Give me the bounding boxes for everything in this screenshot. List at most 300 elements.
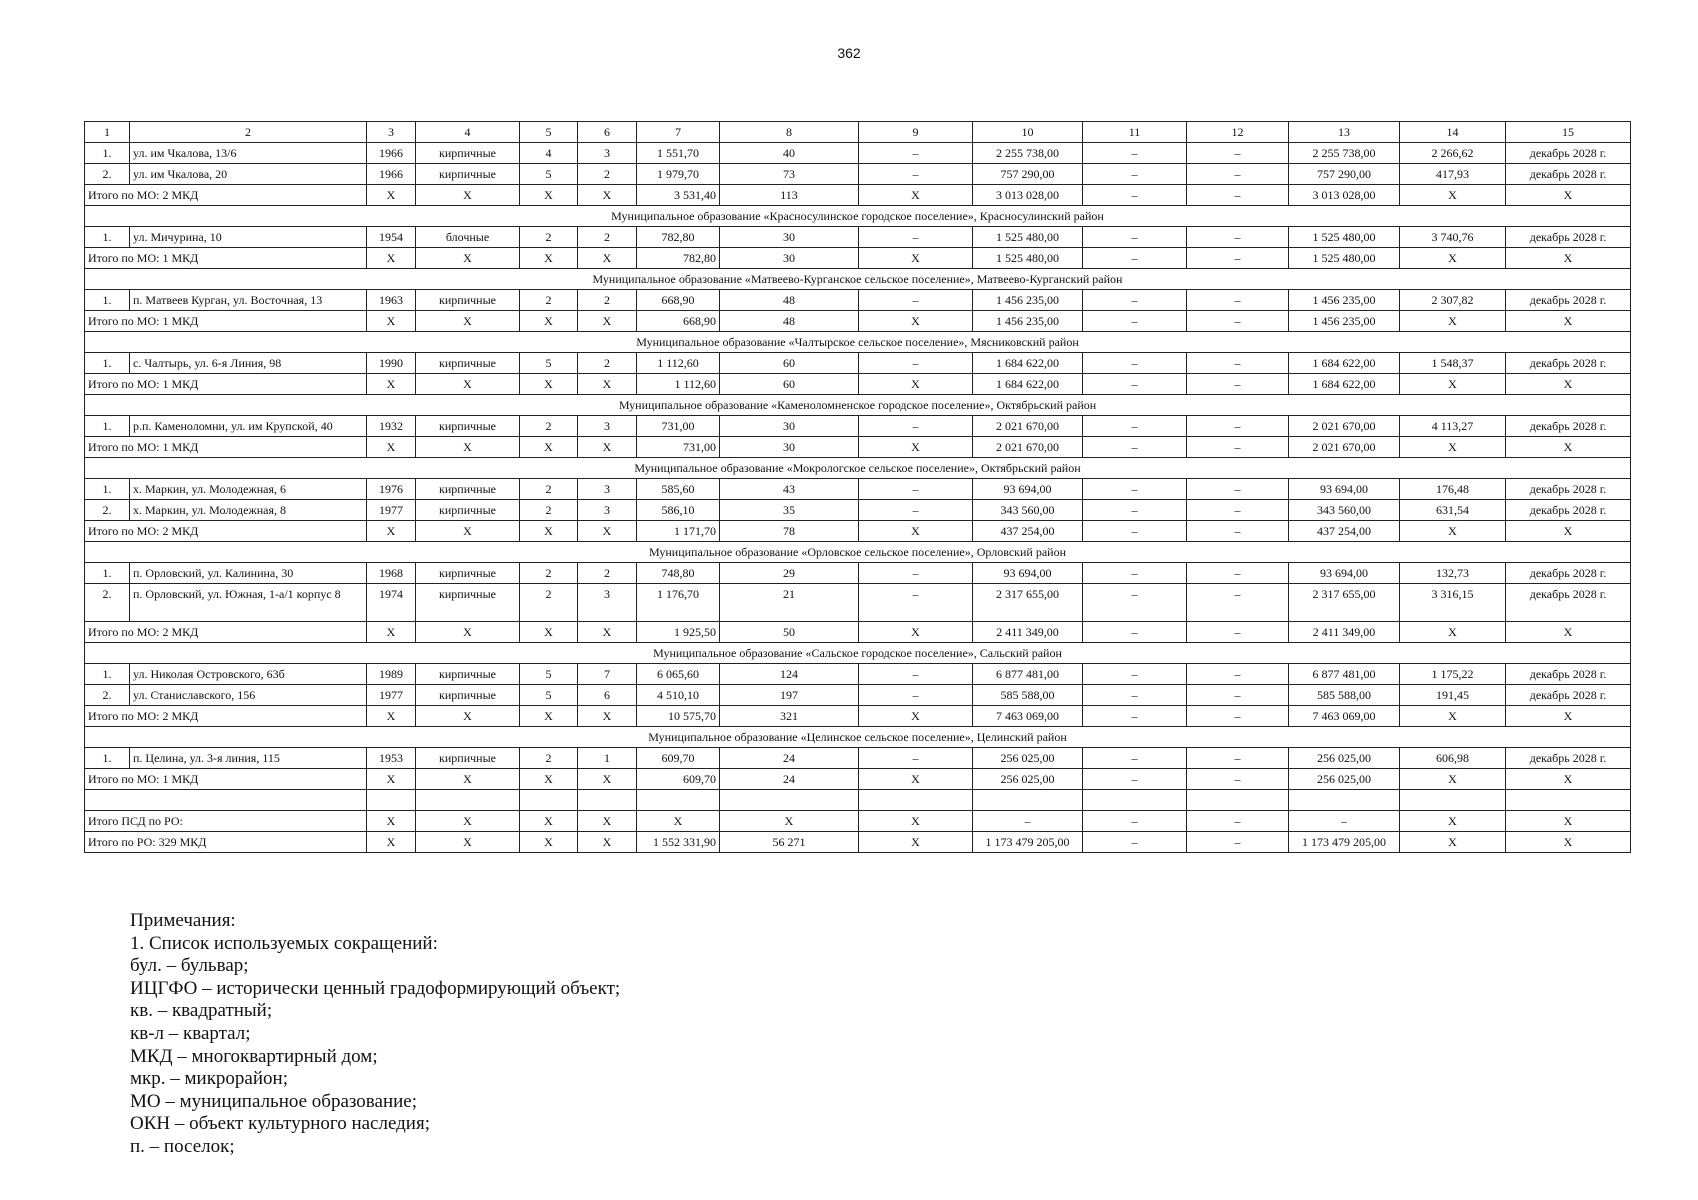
table-cell: – bbox=[1083, 479, 1187, 500]
total-cell: – bbox=[1187, 706, 1289, 727]
table-cell: 1. bbox=[85, 416, 130, 437]
column-header: 10 bbox=[973, 122, 1083, 143]
table-cell: 1 456 235,00 bbox=[1289, 290, 1400, 311]
table-cell: 35 bbox=[720, 500, 859, 521]
total-cell: 668,90 bbox=[637, 311, 720, 332]
total-cell: X bbox=[578, 521, 637, 542]
address-cell: с. Чалтырь, ул. 6-я Линия, 98 bbox=[130, 353, 367, 374]
table-cell: 1. bbox=[85, 227, 130, 248]
total-cell: 1 525 480,00 bbox=[973, 248, 1083, 269]
table-row bbox=[85, 748, 1631, 769]
table-cell: 2. bbox=[85, 500, 130, 521]
table-cell: – bbox=[1187, 584, 1289, 622]
table-cell: декабрь 2028 г. bbox=[1506, 500, 1631, 521]
column-header: 7 bbox=[637, 122, 720, 143]
total-cell: X bbox=[416, 185, 520, 206]
table-cell: декабрь 2028 г. bbox=[1506, 479, 1631, 500]
table-cell: 3 bbox=[578, 416, 637, 437]
table-cell: 132,73 bbox=[1400, 563, 1506, 584]
total-cell: X bbox=[416, 311, 520, 332]
address-cell: ул. им Чкалова, 13/6 bbox=[130, 143, 367, 164]
table-cell: 1977 bbox=[367, 500, 416, 521]
table-cell: 191,45 bbox=[1400, 685, 1506, 706]
total-cell: X bbox=[1400, 622, 1506, 643]
total-cell: X bbox=[520, 769, 578, 790]
table-cell: 6 877 481,00 bbox=[973, 664, 1083, 685]
column-header: 1 bbox=[85, 122, 130, 143]
table-cell: кирпичные bbox=[416, 500, 520, 521]
note-line: кв-л – квартал; bbox=[130, 1022, 251, 1044]
table-cell: 631,54 bbox=[1400, 500, 1506, 521]
total-row bbox=[85, 521, 1631, 542]
total-cell: X bbox=[367, 185, 416, 206]
empty-cell bbox=[578, 790, 637, 811]
total-cell: X bbox=[1400, 521, 1506, 542]
total-cell: X bbox=[416, 521, 520, 542]
table-cell: 668,90 bbox=[637, 290, 720, 311]
municipality-section-row bbox=[85, 542, 1631, 563]
table-cell: 2 266,62 bbox=[1400, 143, 1506, 164]
municipality-heading: Муниципальное образование «Орловское сельское поселение», Орловский район bbox=[85, 542, 1631, 563]
table-cell: – bbox=[1187, 500, 1289, 521]
total-cell: X bbox=[520, 437, 578, 458]
total-cell: X bbox=[1506, 374, 1631, 395]
total-row bbox=[85, 185, 1631, 206]
table-cell: 2 255 738,00 bbox=[1289, 143, 1400, 164]
table-cell: кирпичные bbox=[416, 290, 520, 311]
table-cell: – bbox=[1083, 563, 1187, 584]
table-cell: – bbox=[1187, 563, 1289, 584]
total-row bbox=[85, 832, 1631, 853]
total-cell: X bbox=[520, 248, 578, 269]
table-cell: 4 113,27 bbox=[1400, 416, 1506, 437]
total-cell: 1 684 622,00 bbox=[1289, 374, 1400, 395]
table-cell: 24 bbox=[720, 748, 859, 769]
total-cell: X bbox=[416, 622, 520, 643]
total-cell: X bbox=[367, 706, 416, 727]
table-row bbox=[85, 227, 1631, 248]
table-cell: 1 bbox=[578, 748, 637, 769]
empty-cell bbox=[416, 790, 520, 811]
table-cell: 1990 bbox=[367, 353, 416, 374]
table-cell: – bbox=[1187, 416, 1289, 437]
total-label: Итого по МО: 2 МКД bbox=[85, 706, 367, 727]
table-cell: – bbox=[859, 290, 973, 311]
total-cell: X bbox=[578, 185, 637, 206]
table-cell: 30 bbox=[720, 227, 859, 248]
table-cell: 748,80 bbox=[637, 563, 720, 584]
total-cell: – bbox=[1187, 832, 1289, 853]
table-cell: 1989 bbox=[367, 664, 416, 685]
table-cell: – bbox=[859, 164, 973, 185]
address-cell: р.п. Каменоломни, ул. им Крупской, 40 bbox=[130, 416, 367, 437]
total-cell: X bbox=[1506, 769, 1631, 790]
column-header: 11 bbox=[1083, 122, 1187, 143]
table-cell: 1 176,70 bbox=[637, 584, 720, 622]
table-cell: 1. bbox=[85, 748, 130, 769]
total-cell: X bbox=[1400, 811, 1506, 832]
total-cell: – bbox=[1083, 185, 1187, 206]
table-cell: 6 bbox=[578, 685, 637, 706]
table-cell: декабрь 2028 г. bbox=[1506, 748, 1631, 769]
table-cell: – bbox=[1187, 685, 1289, 706]
total-label: Итого по МО: 1 МКД bbox=[85, 374, 367, 395]
total-cell: X bbox=[520, 622, 578, 643]
total-cell: 78 bbox=[720, 521, 859, 542]
table-cell: кирпичные bbox=[416, 563, 520, 584]
table-cell: 1966 bbox=[367, 164, 416, 185]
table-row bbox=[85, 563, 1631, 584]
table-cell: кирпичные bbox=[416, 748, 520, 769]
table-cell: 2 021 670,00 bbox=[1289, 416, 1400, 437]
column-header: 15 bbox=[1506, 122, 1631, 143]
table-cell: 1963 bbox=[367, 290, 416, 311]
total-cell: 48 bbox=[720, 311, 859, 332]
total-cell: X bbox=[416, 437, 520, 458]
empty-cell bbox=[1400, 790, 1506, 811]
total-cell: – bbox=[1083, 769, 1187, 790]
total-cell: – bbox=[1083, 374, 1187, 395]
table-cell: 2. bbox=[85, 584, 130, 622]
total-cell: 1 171,70 bbox=[637, 521, 720, 542]
table-cell: – bbox=[859, 353, 973, 374]
table-cell: 1 551,70 bbox=[637, 143, 720, 164]
total-cell: X bbox=[416, 769, 520, 790]
table-cell: 2 bbox=[520, 500, 578, 521]
table-cell: 1974 bbox=[367, 584, 416, 622]
total-cell: X bbox=[578, 832, 637, 853]
table-cell: 6 877 481,00 bbox=[1289, 664, 1400, 685]
total-label: Итого по МО: 2 МКД bbox=[85, 622, 367, 643]
municipality-heading: Муниципальное образование «Мокрологское сельское поселение», Октябрьский район bbox=[85, 458, 1631, 479]
table-cell: 2 bbox=[578, 563, 637, 584]
total-cell: X bbox=[416, 832, 520, 853]
empty-cell bbox=[637, 790, 720, 811]
municipality-section-row bbox=[85, 458, 1631, 479]
column-header: 5 bbox=[520, 122, 578, 143]
table-cell: – bbox=[1083, 500, 1187, 521]
total-cell: X bbox=[520, 521, 578, 542]
total-cell: X bbox=[859, 769, 973, 790]
table-cell: 1968 bbox=[367, 563, 416, 584]
total-cell: X bbox=[578, 437, 637, 458]
column-header: 4 bbox=[416, 122, 520, 143]
total-cell: 2 021 670,00 bbox=[1289, 437, 1400, 458]
total-cell: X bbox=[1506, 706, 1631, 727]
total-cell: 3 013 028,00 bbox=[1289, 185, 1400, 206]
total-cell: – bbox=[1083, 622, 1187, 643]
total-cell: – bbox=[1083, 437, 1187, 458]
empty-cell bbox=[1506, 790, 1631, 811]
municipality-section-row bbox=[85, 643, 1631, 664]
total-cell: X bbox=[1506, 311, 1631, 332]
table-cell: 1932 bbox=[367, 416, 416, 437]
total-cell: 1 684 622,00 bbox=[973, 374, 1083, 395]
table-cell: – bbox=[1083, 748, 1187, 769]
total-cell: X bbox=[1400, 706, 1506, 727]
total-cell: 1 112,60 bbox=[637, 374, 720, 395]
table-cell: 1 548,37 bbox=[1400, 353, 1506, 374]
table-cell: – bbox=[1083, 416, 1187, 437]
table-cell: – bbox=[1083, 164, 1187, 185]
table-cell: 2 bbox=[520, 563, 578, 584]
table-cell: 256 025,00 bbox=[1289, 748, 1400, 769]
total-cell: 30 bbox=[720, 437, 859, 458]
total-cell: – bbox=[1187, 769, 1289, 790]
table-cell: – bbox=[859, 479, 973, 500]
table-cell: 3 bbox=[578, 584, 637, 622]
empty-cell bbox=[1083, 790, 1187, 811]
total-cell: – bbox=[1083, 832, 1187, 853]
table-cell: 256 025,00 bbox=[973, 748, 1083, 769]
address-cell: х. Маркин, ул. Молодежная, 8 bbox=[130, 500, 367, 521]
column-number-row bbox=[85, 122, 1631, 143]
municipality-section-row bbox=[85, 332, 1631, 353]
total-cell: X bbox=[859, 311, 973, 332]
table-cell: 343 560,00 bbox=[973, 500, 1083, 521]
total-cell: – bbox=[1187, 811, 1289, 832]
municipality-heading: Муниципальное образование «Матвеево-Курганское сельское поселение», Матвеево-Курганский район bbox=[85, 269, 1631, 290]
note-line: п. – поселок; bbox=[130, 1135, 235, 1157]
note-line: ОКН – объект культурного наследия; bbox=[130, 1113, 430, 1135]
total-cell: X bbox=[859, 248, 973, 269]
table-cell: 2 bbox=[578, 227, 637, 248]
table-cell: кирпичные bbox=[416, 143, 520, 164]
column-header: 14 bbox=[1400, 122, 1506, 143]
table-cell: 731,00 bbox=[637, 416, 720, 437]
table-cell: 73 bbox=[720, 164, 859, 185]
total-row bbox=[85, 811, 1631, 832]
total-cell: 60 bbox=[720, 374, 859, 395]
table-cell: декабрь 2028 г. bbox=[1506, 664, 1631, 685]
municipality-heading: Муниципальное образование «Каменоломненское городское поселение», Октябрьский район bbox=[85, 395, 1631, 416]
table-cell: – bbox=[1187, 227, 1289, 248]
table-cell: декабрь 2028 г. bbox=[1506, 290, 1631, 311]
table-cell: кирпичные bbox=[416, 416, 520, 437]
table-cell: 3 bbox=[578, 500, 637, 521]
table-cell: 1 525 480,00 bbox=[1289, 227, 1400, 248]
table-cell: – bbox=[1083, 584, 1187, 622]
total-cell: 731,00 bbox=[637, 437, 720, 458]
table-cell: 3 bbox=[578, 479, 637, 500]
table-cell: 1976 bbox=[367, 479, 416, 500]
table-cell: 1. bbox=[85, 664, 130, 685]
table-cell: 5 bbox=[520, 664, 578, 685]
column-header: 8 bbox=[720, 122, 859, 143]
column-header: 3 bbox=[367, 122, 416, 143]
table-cell: декабрь 2028 г. bbox=[1506, 416, 1631, 437]
note-line: мкр. – микрорайон; bbox=[130, 1068, 288, 1090]
table-cell: 60 bbox=[720, 353, 859, 374]
table-cell: 4 510,10 bbox=[637, 685, 720, 706]
municipality-section-row bbox=[85, 727, 1631, 748]
table-cell: 2 bbox=[578, 290, 637, 311]
table-cell: 1 684 622,00 bbox=[973, 353, 1083, 374]
table-cell: – bbox=[859, 685, 973, 706]
empty-cell bbox=[1187, 790, 1289, 811]
page-number: 362 bbox=[837, 45, 861, 61]
total-cell: X bbox=[578, 706, 637, 727]
column-header: 12 bbox=[1187, 122, 1289, 143]
total-row bbox=[85, 248, 1631, 269]
municipality-section-row bbox=[85, 395, 1631, 416]
total-cell: – bbox=[1289, 811, 1400, 832]
table-cell: 585 588,00 bbox=[973, 685, 1083, 706]
total-cell: – bbox=[1083, 811, 1187, 832]
table-cell: 30 bbox=[720, 416, 859, 437]
total-cell: X bbox=[367, 622, 416, 643]
table-cell: 1. bbox=[85, 143, 130, 164]
table-cell: кирпичные bbox=[416, 353, 520, 374]
table-cell: – bbox=[1083, 290, 1187, 311]
total-cell: X bbox=[1506, 521, 1631, 542]
total-cell: X bbox=[578, 374, 637, 395]
total-cell: X bbox=[416, 706, 520, 727]
table-cell: – bbox=[859, 748, 973, 769]
table-cell: 21 bbox=[720, 584, 859, 622]
total-label: Итого по МО: 1 МКД bbox=[85, 311, 367, 332]
municipality-heading: Муниципальное образование «Целинское сельское поселение», Целинский район bbox=[85, 727, 1631, 748]
table-cell: 2 bbox=[520, 290, 578, 311]
total-cell: X bbox=[367, 311, 416, 332]
total-cell: X bbox=[637, 811, 720, 832]
table-cell: 2 bbox=[520, 748, 578, 769]
total-cell: X bbox=[578, 248, 637, 269]
total-cell: X bbox=[416, 374, 520, 395]
empty-cell bbox=[720, 790, 859, 811]
table-cell: – bbox=[1187, 479, 1289, 500]
total-cell: X bbox=[859, 706, 973, 727]
total-row bbox=[85, 311, 1631, 332]
total-label: Итого по МО: 1 МКД bbox=[85, 769, 367, 790]
total-cell: X bbox=[859, 622, 973, 643]
table-cell: – bbox=[1083, 143, 1187, 164]
table-row bbox=[85, 479, 1631, 500]
total-cell: 2 021 670,00 bbox=[973, 437, 1083, 458]
table-cell: 2 bbox=[520, 479, 578, 500]
table-cell: 417,93 bbox=[1400, 164, 1506, 185]
table-cell: – bbox=[859, 227, 973, 248]
column-header: 2 bbox=[130, 122, 367, 143]
total-cell: 782,80 bbox=[637, 248, 720, 269]
total-cell: X bbox=[1400, 374, 1506, 395]
total-cell: X bbox=[1506, 248, 1631, 269]
total-row bbox=[85, 622, 1631, 643]
total-cell: – bbox=[1187, 248, 1289, 269]
total-cell: X bbox=[1400, 248, 1506, 269]
table-cell: 2 307,82 bbox=[1400, 290, 1506, 311]
table-cell: – bbox=[1083, 685, 1187, 706]
total-cell: X bbox=[1400, 832, 1506, 853]
address-cell: п. Матвеев Курган, ул. Восточная, 13 bbox=[130, 290, 367, 311]
total-cell: X bbox=[520, 374, 578, 395]
total-row bbox=[85, 706, 1631, 727]
table-cell: 40 bbox=[720, 143, 859, 164]
total-cell: – bbox=[1187, 521, 1289, 542]
table-cell: 2 317 655,00 bbox=[973, 584, 1083, 622]
table-cell: 2 bbox=[520, 227, 578, 248]
total-cell: – bbox=[973, 811, 1083, 832]
total-cell: X bbox=[367, 437, 416, 458]
table-cell: – bbox=[1187, 353, 1289, 374]
total-cell: X bbox=[520, 185, 578, 206]
total-cell: 2 411 349,00 bbox=[973, 622, 1083, 643]
total-cell: X bbox=[859, 374, 973, 395]
table-cell: 2 bbox=[520, 416, 578, 437]
total-cell: X bbox=[1506, 622, 1631, 643]
table-cell: 1. bbox=[85, 479, 130, 500]
total-cell: 1 456 235,00 bbox=[1289, 311, 1400, 332]
table-cell: кирпичные bbox=[416, 664, 520, 685]
table-cell: декабрь 2028 г. bbox=[1506, 563, 1631, 584]
table-cell: 2 021 670,00 bbox=[973, 416, 1083, 437]
table-cell: 2 bbox=[578, 353, 637, 374]
table-cell: 609,70 bbox=[637, 748, 720, 769]
table-cell: 1 175,22 bbox=[1400, 664, 1506, 685]
table-cell: кирпичные bbox=[416, 479, 520, 500]
total-cell: X bbox=[859, 185, 973, 206]
table-cell: 1 525 480,00 bbox=[973, 227, 1083, 248]
total-cell: – bbox=[1083, 311, 1187, 332]
table-cell: 2 317 655,00 bbox=[1289, 584, 1400, 622]
table-cell: – bbox=[859, 500, 973, 521]
note-line: МО – муниципальное образование; bbox=[130, 1090, 418, 1112]
total-cell: 256 025,00 bbox=[1289, 769, 1400, 790]
table-cell: 5 bbox=[520, 164, 578, 185]
table-cell: 93 694,00 bbox=[973, 479, 1083, 500]
total-cell: X bbox=[1506, 811, 1631, 832]
total-label: Итого по МО: 2 МКД bbox=[85, 185, 367, 206]
total-cell: X bbox=[520, 311, 578, 332]
total-cell: – bbox=[1083, 706, 1187, 727]
table-cell: декабрь 2028 г. bbox=[1506, 353, 1631, 374]
total-cell: X bbox=[367, 832, 416, 853]
total-cell: – bbox=[1083, 521, 1187, 542]
table-cell: 1953 bbox=[367, 748, 416, 769]
total-cell: X bbox=[1400, 769, 1506, 790]
table-cell: 5 bbox=[520, 685, 578, 706]
note-line: ИЦГФО – исторически ценный градоформирующий объект; bbox=[130, 977, 621, 999]
total-cell: 1 552 331,90 bbox=[637, 832, 720, 853]
table-cell: 343 560,00 bbox=[1289, 500, 1400, 521]
table-row bbox=[85, 353, 1631, 374]
municipality-heading: Муниципальное образование «Красносулинское городское поселение», Красносулинский район bbox=[85, 206, 1631, 227]
total-cell: X bbox=[578, 311, 637, 332]
municipality-section-row bbox=[85, 206, 1631, 227]
total-cell: 10 575,70 bbox=[637, 706, 720, 727]
table-cell: – bbox=[859, 584, 973, 622]
address-cell: ул. им Чкалова, 20 bbox=[130, 164, 367, 185]
table-cell: 5 bbox=[520, 353, 578, 374]
table-cell: 757 290,00 bbox=[1289, 164, 1400, 185]
table-cell: 197 bbox=[720, 685, 859, 706]
table-cell: 93 694,00 bbox=[1289, 479, 1400, 500]
total-cell: 3 531,40 bbox=[637, 185, 720, 206]
total-cell: X bbox=[578, 811, 637, 832]
table-cell: 1 112,60 bbox=[637, 353, 720, 374]
total-cell: 1 925,50 bbox=[637, 622, 720, 643]
table-cell: 1 979,70 bbox=[637, 164, 720, 185]
table-cell: 585,60 bbox=[637, 479, 720, 500]
table-cell: – bbox=[859, 143, 973, 164]
total-cell: 1 525 480,00 bbox=[1289, 248, 1400, 269]
total-cell: X bbox=[520, 811, 578, 832]
total-cell: – bbox=[1187, 374, 1289, 395]
note-line: бул. – бульвар; bbox=[130, 955, 249, 977]
total-cell: – bbox=[1187, 437, 1289, 458]
total-label: Итого по МО: 2 МКД bbox=[85, 521, 367, 542]
total-cell: 321 bbox=[720, 706, 859, 727]
